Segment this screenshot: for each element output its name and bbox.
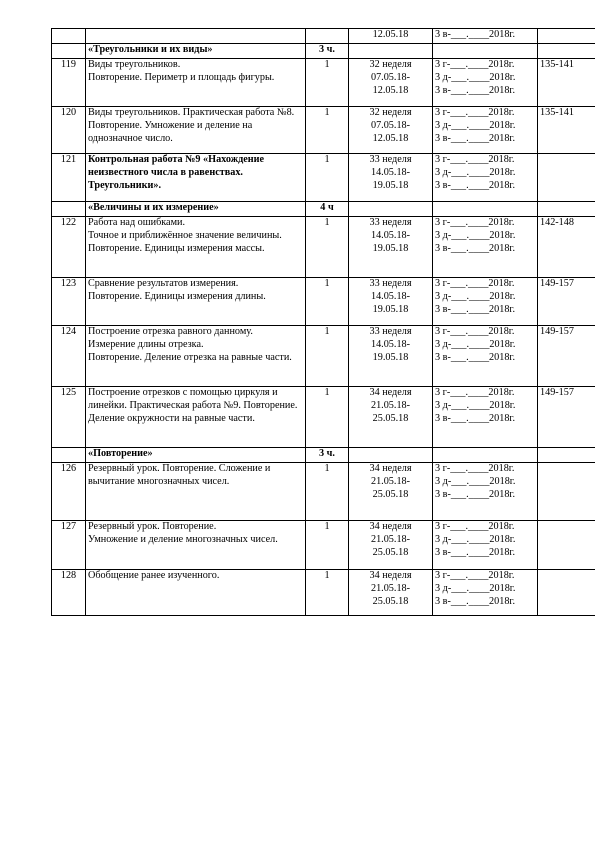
- lesson-topic-cell: [86, 570, 306, 616]
- week-line: 32 неделя: [369, 107, 412, 118]
- lesson-hours: 1: [324, 463, 330, 474]
- lesson-plan-body: [52, 29, 595, 616]
- lesson-number: 122: [60, 217, 77, 228]
- week-line: 32 неделя: [369, 59, 412, 70]
- lesson-number-cell: [52, 44, 86, 59]
- class-date-line: 3 г-___.____2018г.: [435, 107, 515, 118]
- week-line: 19.05.18: [372, 242, 409, 254]
- week-cell: [349, 387, 433, 448]
- hours-cell: [306, 521, 349, 570]
- lesson-number: 120: [60, 107, 77, 118]
- lesson-topic-line: Резервный урок. Повторение.: [88, 521, 217, 532]
- class-dates-cell: [433, 59, 538, 107]
- hours-cell: [306, 448, 349, 463]
- week-cell: [349, 463, 433, 521]
- lesson-topic-line: Повторение. Единицы измерения массы.: [88, 242, 265, 254]
- week-line: 33 неделя: [369, 154, 412, 165]
- lesson-number: 121: [60, 154, 77, 165]
- class-date-line: 3 д-___.____2018г.: [435, 290, 516, 302]
- table-row: [52, 278, 595, 326]
- week-line: 34 неделя: [369, 387, 412, 398]
- table-row: [52, 59, 595, 107]
- class-dates-cell: [433, 217, 538, 278]
- lesson-number-cell: [52, 448, 86, 463]
- class-date-line: 3 в-___.____2018г.: [435, 29, 515, 40]
- week-line: 25.05.18: [372, 412, 409, 424]
- class-date-line: 3 в-___.____2018г.: [435, 84, 515, 96]
- class-date-line: 3 г-___.____2018г.: [435, 387, 515, 398]
- hours-cell: [306, 387, 349, 448]
- textbook-pages-cell: [538, 521, 595, 570]
- lesson-hours: 1: [324, 326, 330, 337]
- week-line: 19.05.18: [372, 303, 409, 315]
- lesson-topic-line: Измерение длины отрезка.: [88, 338, 204, 350]
- class-date-line: 3 в-___.____2018г.: [435, 242, 515, 254]
- lesson-number: 125: [60, 387, 77, 398]
- class-dates-cell: [433, 44, 538, 59]
- hours-cell: [306, 59, 349, 107]
- class-dates-cell: [433, 326, 538, 387]
- textbook-pages-cell: [538, 59, 595, 107]
- textbook-pages-cell: [538, 44, 595, 59]
- lesson-topic-line: Построение отрезка равного данному.: [88, 326, 253, 337]
- class-date-line: 3 д-___.____2018г.: [435, 338, 516, 350]
- class-date-line: 3 д-___.____2018г.: [435, 229, 516, 241]
- table-row: [52, 463, 595, 521]
- class-date-line: 3 д-___.____2018г.: [435, 71, 516, 83]
- textbook-pages-cell: [538, 202, 595, 217]
- lesson-hours: 1: [324, 217, 330, 228]
- week-line: 14.05.18-: [370, 229, 411, 241]
- week-line: 25.05.18: [372, 488, 409, 500]
- textbook-pages-cell: [538, 217, 595, 278]
- week-cell: [349, 29, 433, 44]
- week-line: 21.05.18-: [370, 533, 411, 545]
- lesson-topic-line: Повторение. Деление отрезка на равные части.: [88, 351, 292, 363]
- lesson-topic-line: Повторение. Умножение и деление на однозначное число.: [88, 119, 253, 144]
- lesson-number-cell: [52, 521, 86, 570]
- section-hours: 3 ч.: [319, 448, 335, 459]
- hours-cell: [306, 29, 349, 44]
- class-date-line: 3 в-___.____2018г.: [435, 412, 515, 424]
- lesson-plan-table: [51, 28, 595, 616]
- lesson-number-cell: [52, 570, 86, 616]
- section-title: «Величины и их измерение»: [88, 202, 219, 213]
- lesson-topic-line: Повторение. Единицы измерения длины.: [88, 290, 266, 302]
- table-row: [52, 326, 595, 387]
- lesson-topic-line: Точное и приближённое значение величины.: [88, 229, 282, 241]
- lesson-hours: 1: [324, 278, 330, 289]
- class-date-line: 3 д-___.____2018г.: [435, 166, 516, 178]
- week-line: 33 неделя: [369, 217, 412, 228]
- hours-cell: [306, 463, 349, 521]
- lesson-topic-cell: [86, 463, 306, 521]
- hours-cell: [306, 154, 349, 202]
- lesson-number: 119: [61, 59, 76, 70]
- hours-cell: [306, 278, 349, 326]
- week-line: 25.05.18: [372, 546, 409, 558]
- lesson-number-cell: [52, 59, 86, 107]
- hours-cell: [306, 107, 349, 154]
- hours-cell: [306, 326, 349, 387]
- textbook-pages-cell: [538, 570, 595, 616]
- lesson-hours: 1: [324, 154, 330, 165]
- week-line: 25.05.18: [372, 595, 409, 607]
- lesson-number-cell: [52, 278, 86, 326]
- section-row: [52, 202, 595, 217]
- lesson-number-cell: [52, 387, 86, 448]
- lesson-topic-cell: [86, 59, 306, 107]
- class-date-line: 3 в-___.____2018г.: [435, 132, 515, 144]
- week-cell: [349, 202, 433, 217]
- class-date-line: 3 в-___.____2018г.: [435, 303, 515, 315]
- week-line: 19.05.18: [372, 351, 409, 363]
- lesson-number: 126: [60, 463, 77, 474]
- week-line: 34 неделя: [369, 521, 412, 532]
- class-date-line: 3 д-___.____2018г.: [435, 119, 516, 131]
- class-dates-cell: [433, 463, 538, 521]
- lesson-topic-line: Построение отрезков с помощью циркуля и линейки. Практическая работа №9. Повторение. Деление окружности на равные части.: [88, 387, 298, 424]
- lesson-hours: 1: [324, 107, 330, 118]
- hours-cell: [306, 217, 349, 278]
- week-line: 12.05.18: [372, 84, 409, 96]
- class-date-line: 3 г-___.____2018г.: [435, 521, 515, 532]
- class-date-line: 3 в-___.____2018г.: [435, 546, 515, 558]
- lesson-number-cell: [52, 202, 86, 217]
- lesson-number-cell: [52, 463, 86, 521]
- lesson-number: 124: [60, 326, 77, 337]
- lesson-topic-line: Контрольная работа №9 «Нахождение неизвестного числа в равенствах. Треугольники».: [88, 154, 265, 191]
- lesson-number: 123: [60, 278, 77, 289]
- table-row: [52, 570, 595, 616]
- week-line: 07.05.18-: [370, 71, 411, 83]
- class-date-line: 3 в-___.____2018г.: [435, 595, 515, 607]
- lesson-hours: 1: [324, 59, 330, 70]
- week-cell: [349, 59, 433, 107]
- lesson-number-cell: [52, 326, 86, 387]
- lesson-topic-cell: [86, 202, 306, 217]
- textbook-pages: 149-157: [540, 326, 574, 337]
- lesson-topic-cell: [86, 217, 306, 278]
- week-line: 33 неделя: [369, 326, 412, 337]
- lesson-hours: 1: [324, 570, 330, 581]
- week-line: 07.05.18-: [370, 119, 411, 131]
- table-row: [52, 107, 595, 154]
- table-row: [52, 521, 595, 570]
- textbook-pages-cell: [538, 387, 595, 448]
- textbook-pages-cell: [538, 448, 595, 463]
- week-line: 34 неделя: [369, 570, 412, 581]
- textbook-pages-cell: [538, 29, 595, 44]
- textbook-pages: 149-157: [540, 387, 574, 398]
- section-title: «Треугольники и их виды»: [88, 44, 213, 55]
- week-line: 21.05.18-: [370, 582, 411, 594]
- lesson-topic-cell: [86, 107, 306, 154]
- class-dates-cell: [433, 387, 538, 448]
- lesson-topic-line: Виды треугольников. Практическая работа №8.: [88, 107, 295, 118]
- class-dates-cell: [433, 570, 538, 616]
- textbook-pages-cell: [538, 463, 595, 521]
- class-date-line: 3 в-___.____2018г.: [435, 488, 515, 500]
- lesson-topic-line: Умножение и деление многозначных чисел.: [88, 533, 278, 545]
- week-line: 34 неделя: [369, 463, 412, 474]
- class-date-line: 3 г-___.____2018г.: [435, 463, 515, 474]
- week-cell: [349, 278, 433, 326]
- textbook-pages-cell: [538, 154, 595, 202]
- section-hours: 3 ч.: [319, 44, 335, 55]
- class-dates-cell: [433, 29, 538, 44]
- section-title: «Повторение»: [88, 448, 153, 459]
- table-row: [52, 387, 595, 448]
- lesson-topic-cell: [86, 326, 306, 387]
- textbook-pages-cell: [538, 107, 595, 154]
- textbook-pages: 135-141: [540, 59, 574, 70]
- week-cell: [349, 521, 433, 570]
- lesson-number: 127: [60, 521, 77, 532]
- class-dates-cell: [433, 278, 538, 326]
- week-line: 12.05.18: [372, 132, 409, 144]
- lesson-topic-cell: [86, 44, 306, 59]
- lesson-number-cell: [52, 154, 86, 202]
- lesson-topic-line: Виды треугольников.: [88, 59, 181, 70]
- week-cell: [349, 570, 433, 616]
- lesson-topic-line: Повторение. Периметр и площадь фигуры.: [88, 71, 275, 83]
- lesson-hours: 1: [324, 387, 330, 398]
- class-date-line: 3 в-___.____2018г.: [435, 351, 515, 363]
- week-cell: [349, 448, 433, 463]
- lesson-number: 128: [60, 570, 77, 581]
- class-date-line: 3 в-___.____2018г.: [435, 179, 515, 191]
- section-row: [52, 448, 595, 463]
- week-line: 14.05.18-: [370, 290, 411, 302]
- hours-cell: [306, 44, 349, 59]
- class-date-line: 3 г-___.____2018г.: [435, 154, 515, 165]
- textbook-pages-cell: [538, 278, 595, 326]
- class-date-line: 3 д-___.____2018г.: [435, 399, 516, 411]
- class-date-line: 3 д-___.____2018г.: [435, 533, 516, 545]
- lesson-hours: 1: [324, 521, 330, 532]
- week-line: 19.05.18: [372, 179, 409, 191]
- lesson-topic-cell: [86, 448, 306, 463]
- hours-cell: [306, 202, 349, 217]
- textbook-pages: 142-148: [540, 217, 574, 228]
- week-cell: [349, 326, 433, 387]
- class-dates-cell: [433, 107, 538, 154]
- lesson-topic-line: Сравнение результатов измерения.: [88, 278, 239, 289]
- week-line: 14.05.18-: [370, 338, 411, 350]
- class-dates-cell: [433, 521, 538, 570]
- textbook-pages: 135-141: [540, 107, 574, 118]
- lesson-topic-cell: [86, 278, 306, 326]
- textbook-pages: 149-157: [540, 278, 574, 289]
- week-cell: [349, 107, 433, 154]
- class-date-line: 3 г-___.____2018г.: [435, 217, 515, 228]
- class-dates-cell: [433, 448, 538, 463]
- lesson-topic-line: Обобщение ранее изученного.: [88, 570, 220, 581]
- class-date-line: 3 г-___.____2018г.: [435, 570, 515, 581]
- lesson-topic-cell: [86, 154, 306, 202]
- week-line: 12.05.18: [372, 29, 409, 40]
- week-line: 21.05.18-: [370, 475, 411, 487]
- hours-cell: [306, 570, 349, 616]
- lesson-topic-cell: [86, 521, 306, 570]
- class-dates-cell: [433, 154, 538, 202]
- class-dates-cell: [433, 202, 538, 217]
- section-hours: 4 ч: [320, 202, 334, 213]
- week-cell: [349, 44, 433, 59]
- class-date-line: 3 г-___.____2018г.: [435, 59, 515, 70]
- class-date-line: 3 д-___.____2018г.: [435, 582, 516, 594]
- table-row: [52, 29, 595, 44]
- class-date-line: 3 д-___.____2018г.: [435, 475, 516, 487]
- section-row: [52, 44, 595, 59]
- lesson-number-cell: [52, 217, 86, 278]
- week-line: 21.05.18-: [370, 399, 411, 411]
- week-line: 33 неделя: [369, 278, 412, 289]
- table-row: [52, 154, 595, 202]
- lesson-number-cell: [52, 107, 86, 154]
- week-line: 14.05.18-: [370, 166, 411, 178]
- week-cell: [349, 217, 433, 278]
- lesson-topic-line: Резервный урок. Повторение. Сложение и вычитание многозначных чисел.: [88, 463, 271, 487]
- class-date-line: 3 г-___.____2018г.: [435, 278, 515, 289]
- class-date-line: 3 г-___.____2018г.: [435, 326, 515, 337]
- lesson-number-cell: [52, 29, 86, 44]
- lesson-topic-cell: [86, 387, 306, 448]
- textbook-pages-cell: [538, 326, 595, 387]
- lesson-topic-line: Работа над ошибками.: [88, 217, 186, 228]
- lesson-topic-cell: [86, 29, 306, 44]
- week-cell: [349, 154, 433, 202]
- table-row: [52, 217, 595, 278]
